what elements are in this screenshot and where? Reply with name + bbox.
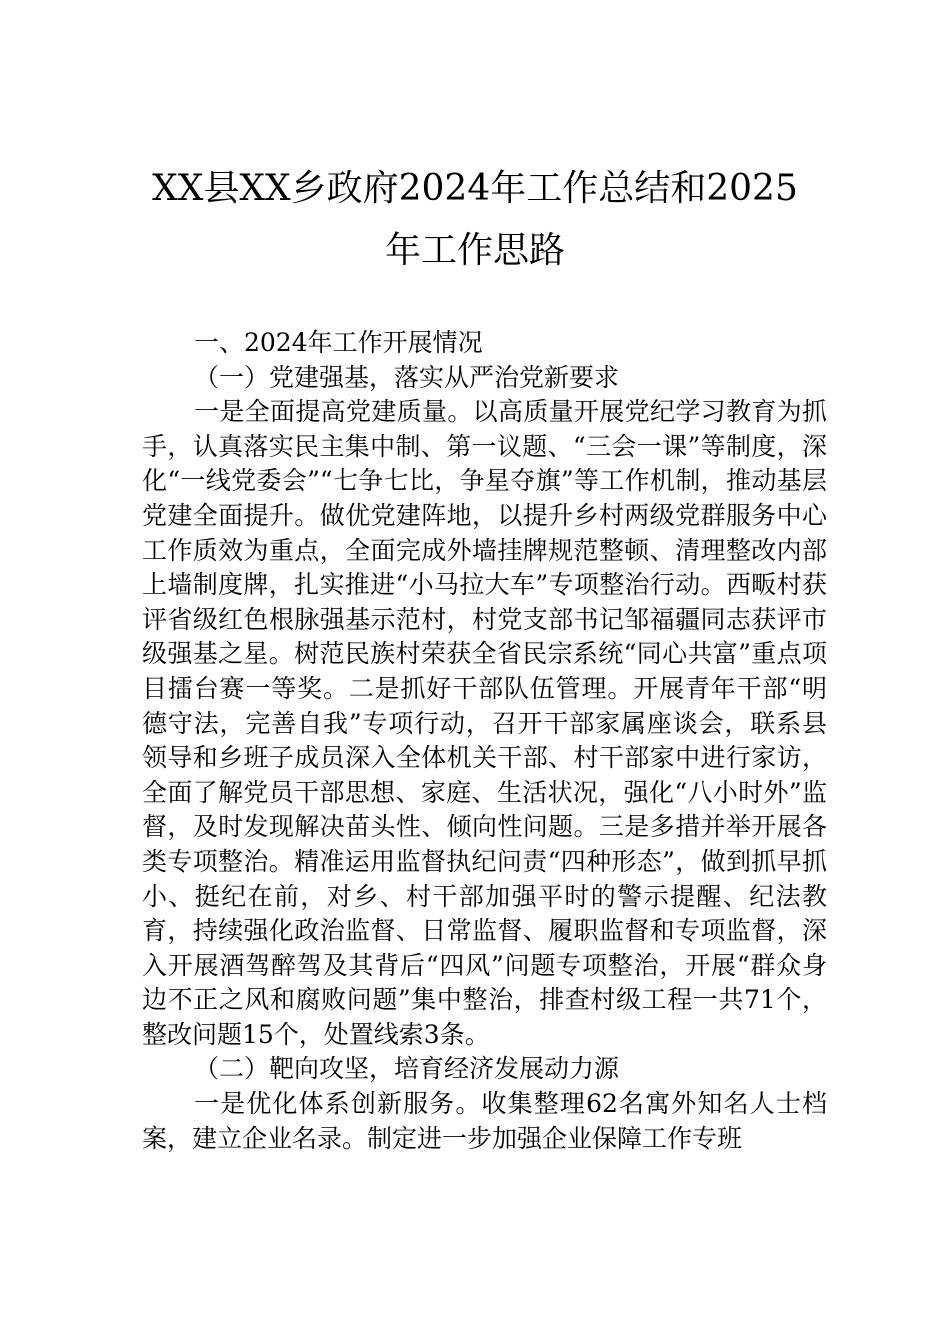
subsection-2-paragraph: 一是优化体系创新服务。收集整理62名寓外知名人士档案，建立企业名录。制定进一步加强企业保障工作专班 <box>142 1089 827 1153</box>
title-line-1: XX县XX乡政府2024年工作总结和2025 <box>152 168 798 209</box>
subsection-heading-1: （一）党建强基，落实从严治党新要求 <box>194 362 620 392</box>
document-body <box>142 326 827 1156</box>
section-heading-1: 一、2024年工作开展情况 <box>194 328 483 357</box>
subsection-heading-2: （二）靶向攻坚，培育经济发展动力源 <box>194 1054 620 1084</box>
subsection-1-paragraph: 一是全面提高党建质量。以高质量开展党纪学习教育为抓手，认真落实民主集中制、第一议题、“三会一课”等制度，深化“一线党委会”“七争七比，争星夺旗”等工作机制，推动基层党建全面提升。做优党建阵地，以提升乡村两级党群服务中心工作质效为重点，全面完成外墙挂牌规范整顿、清理整改内部上墙制度牌，扎实推进“小马拉大车”专项整治行动。西畈村获评省级红色根脉强基示范村，村党支部书记邹福疆同志获评市级强基之星。树范民族村荣获全省民宗系统“同心共富”重点项目擂台赛一等奖。二是抓好干部队伍管理。开展青年干部“明德守法，完善自我”专项行动，召开干部家属座谈会，联系县领导和乡班子成员深入全体机关干部、村干部家中进行家访，全面了解党员干部思想、家庭、生活状况，强化“八小时外”监督，及时发现解决苗头性、倾向性问题。三是多措并举开展各类专项整治。精准运用监督执纪问责“四种形态”，做到抓早抓小、挺纪在前，对乡、村干部加强平时的警示提醒、纪法教育，持续强化政治监督、日常监督、履职监督和专项监督，深入开展酒驾醉驾及其背后“四风”问题专项整治，开展“群众身边不正之风和腐败问题”集中整治，排查村级工程一共71个，整改问题15个，处置线索3条。 <box>142 397 827 1049</box>
document-title <box>100 158 850 282</box>
title-line-2: 年工作思路 <box>384 230 565 271</box>
